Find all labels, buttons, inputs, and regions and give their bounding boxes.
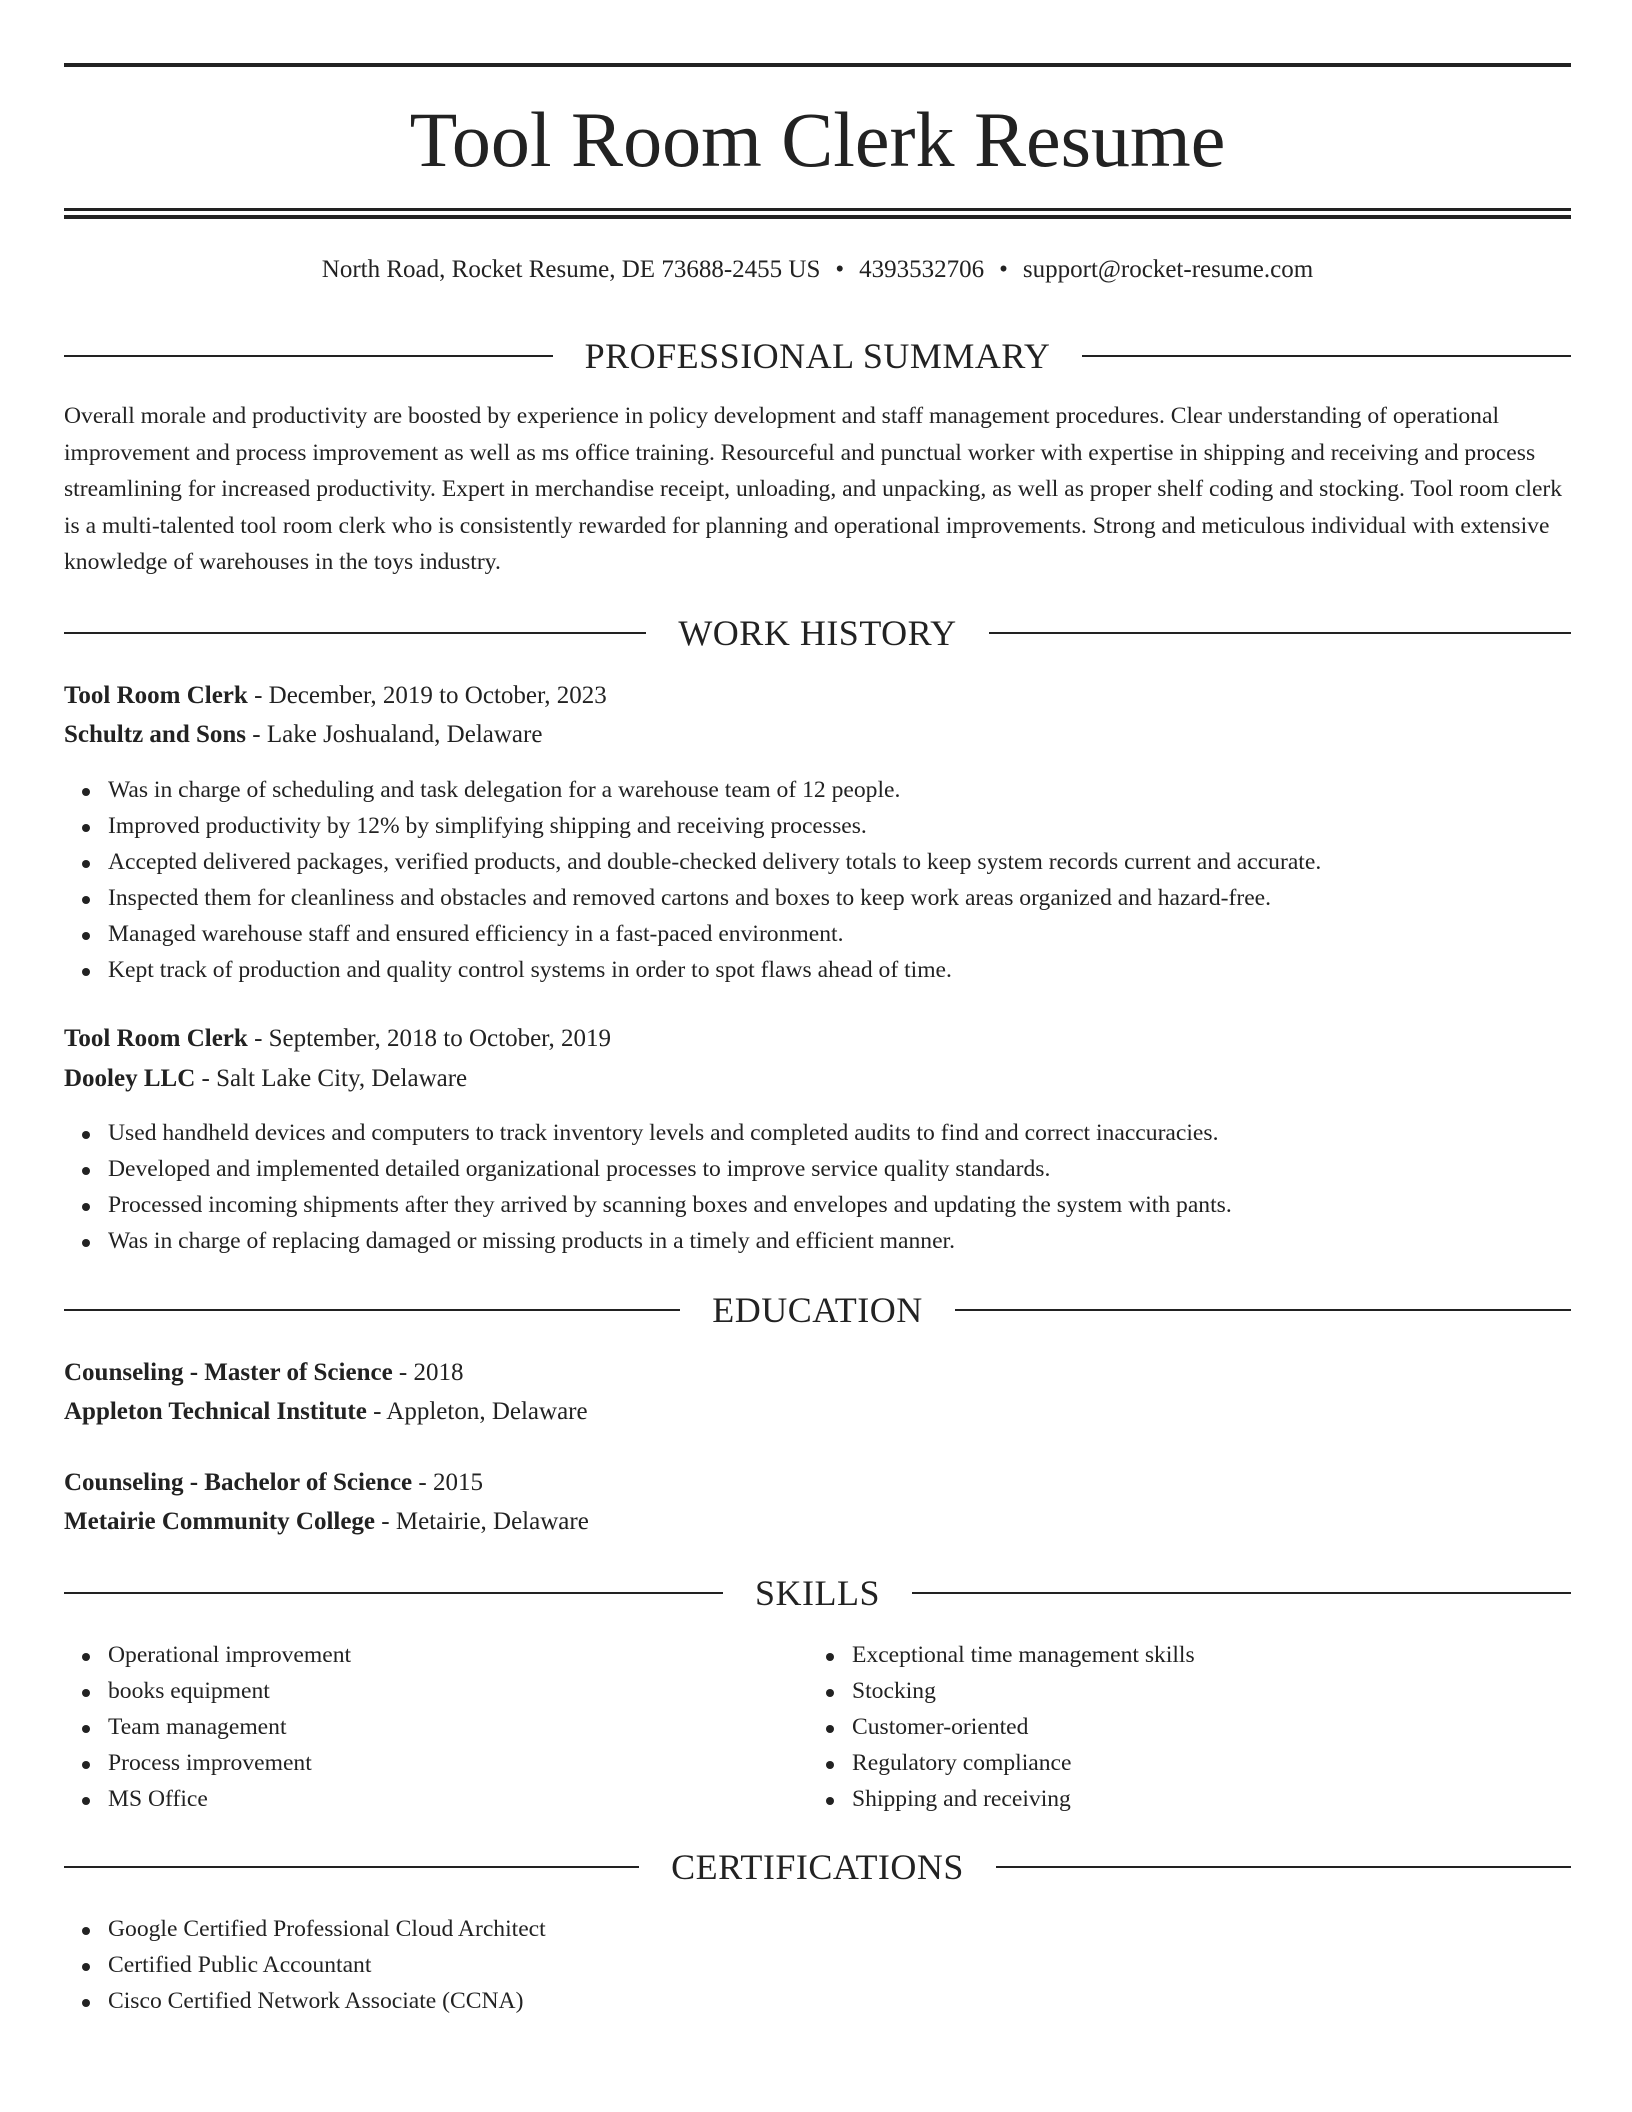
skill-item: books equipment: [108, 1673, 351, 1709]
job-dates: - September, 2018 to October, 2019: [247, 1025, 612, 1052]
section-header-skills: [64, 1571, 1571, 1615]
skill-item: Process improvement: [108, 1745, 351, 1781]
list-item: Accepted delivered packages, verified products, and double-checked delivery totals to keep system records current and accurate.: [108, 844, 1321, 880]
education-location: - Metairie, Delaware: [375, 1508, 589, 1535]
education-year: - 2015: [412, 1469, 483, 1496]
contact-separator: •: [835, 256, 845, 283]
section-header-summary: [64, 334, 1571, 378]
section-rule: [64, 1592, 723, 1594]
top-rule: [64, 63, 1571, 67]
certification-item: Google Certified Professional Cloud Architect: [108, 1911, 546, 1947]
section-rule: [64, 1309, 680, 1311]
summary-text: Overall morale and productivity are boosted by experience in policy development and staff management procedures. Clear understanding of operational improvement and process improvement as well as ms office training. Resourceful and punctual worker with expertise in shipping and receiving and process streamlining for increased productivity. Expert in merchandise receipt, unloading, and unpacking, as well as proper shelf coding and stocking. Tool room clerk is a multi-talented tool room clerk who is consistently rewarded for planning and operational improvements. Strong and meticulous individual with extensive knowledge of warehouses in the toys industry.: [64, 403, 1563, 575]
education-school: Appleton Technical Institute: [64, 1398, 367, 1425]
education-degree-line: [64, 1354, 464, 1392]
section-title-education: EDUCATION: [712, 1290, 923, 1330]
education-degree: Counseling - Master of Science: [64, 1359, 393, 1386]
job-title-line: [64, 677, 607, 715]
list-item: Processed incoming shipments after they arrived by scanning boxes and envelopes and updating the system with pants.: [108, 1187, 1232, 1223]
job-location: - Salt Lake City, Delaware: [195, 1065, 468, 1092]
contact-separator: •: [999, 256, 1008, 283]
section-header-work: [64, 611, 1571, 655]
education-school-line: [64, 1503, 589, 1541]
contact-address: North Road, Rocket Resume, DE 73688-2455 US: [321, 256, 821, 283]
skill-item: Stocking: [852, 1673, 1195, 1709]
list-item: Kept track of production and quality control systems in order to spot flaws ahead of time.: [108, 952, 1321, 988]
contact-line: [64, 252, 1571, 288]
section-header-certifications: [64, 1845, 1571, 1889]
certifications-list: [108, 1911, 546, 2019]
section-title-work: WORK HISTORY: [678, 613, 957, 653]
skills-list-right: [852, 1637, 1195, 1817]
education-year: - 2018: [392, 1359, 464, 1386]
list-item: Improved productivity by 12% by simplifying shipping and receiving processes.: [108, 808, 1321, 844]
section-rule: [955, 1309, 1571, 1311]
contact-email: support@rocket-resume.com: [1022, 256, 1314, 283]
section-rule: [64, 1866, 639, 1868]
skill-item: Team management: [108, 1709, 351, 1745]
job-title-line: [64, 1020, 611, 1058]
job-location: - Lake Joshualand, Delaware: [246, 721, 543, 748]
education-location: - Appleton, Delaware: [366, 1398, 588, 1425]
list-item: Was in charge of scheduling and task delegation for a warehouse team of 12 people.: [108, 772, 1321, 808]
education-degree: Counseling - Bachelor of Science: [64, 1469, 413, 1496]
page-title: Tool Room Clerk Resume: [409, 96, 1226, 183]
skills-list-left: [108, 1637, 351, 1817]
section-header-education: [64, 1288, 1571, 1332]
skill-item: MS Office: [108, 1781, 351, 1817]
section-rule: [64, 355, 553, 357]
list-item: Used handheld devices and computers to track inventory levels and completed audits to find and correct inaccuracies.: [108, 1115, 1232, 1151]
skill-item: Shipping and receiving: [852, 1781, 1195, 1817]
job-company: Schultz and Sons: [64, 721, 247, 748]
job-title: Tool Room Clerk: [64, 682, 248, 709]
education-school: Metairie Community College: [64, 1508, 376, 1535]
job-company-line: [64, 716, 542, 754]
title-rule-lower: [64, 215, 1571, 219]
skill-item: Operational improvement: [108, 1637, 351, 1673]
certification-item: Cisco Certified Network Associate (CCNA): [108, 1983, 546, 2019]
education-school-line: [64, 1393, 588, 1431]
job-company: Dooley LLC: [64, 1065, 196, 1092]
section-rule: [64, 632, 646, 634]
job-dates: - December, 2019 to October, 2023: [247, 682, 607, 709]
section-title-skills: SKILLS: [755, 1573, 881, 1613]
list-item: Managed warehouse staff and ensured efficiency in a fast-paced environment.: [108, 916, 1321, 952]
list-item: Was in charge of replacing damaged or missing products in a timely and efficient manner.: [108, 1223, 1232, 1259]
contact-phone: 4393532706: [859, 256, 985, 283]
job-title: Tool Room Clerk: [64, 1025, 248, 1052]
section-title-certifications: CERTIFICATIONS: [671, 1847, 964, 1887]
skill-item: Customer-oriented: [852, 1709, 1195, 1745]
skill-item: Regulatory compliance: [852, 1745, 1195, 1781]
section-rule: [989, 632, 1571, 634]
education-degree-line: [64, 1464, 483, 1502]
skill-item: Exceptional time management skills: [852, 1637, 1195, 1673]
job-company-line: [64, 1060, 467, 1098]
job-bullets: [108, 1115, 1232, 1259]
section-rule: [1082, 355, 1571, 357]
job-bullets: [108, 772, 1321, 988]
section-rule: [912, 1592, 1571, 1594]
list-item: Developed and implemented detailed organizational processes to improve service quality standards.: [108, 1151, 1232, 1187]
list-item: Inspected them for cleanliness and obstacles and removed cartons and boxes to keep work areas organized and hazard-free.: [108, 880, 1321, 916]
section-title-summary: PROFESSIONAL SUMMARY: [584, 336, 1051, 376]
section-rule: [996, 1866, 1571, 1868]
title-rule-upper: [64, 208, 1571, 211]
certification-item: Certified Public Accountant: [108, 1947, 546, 1983]
